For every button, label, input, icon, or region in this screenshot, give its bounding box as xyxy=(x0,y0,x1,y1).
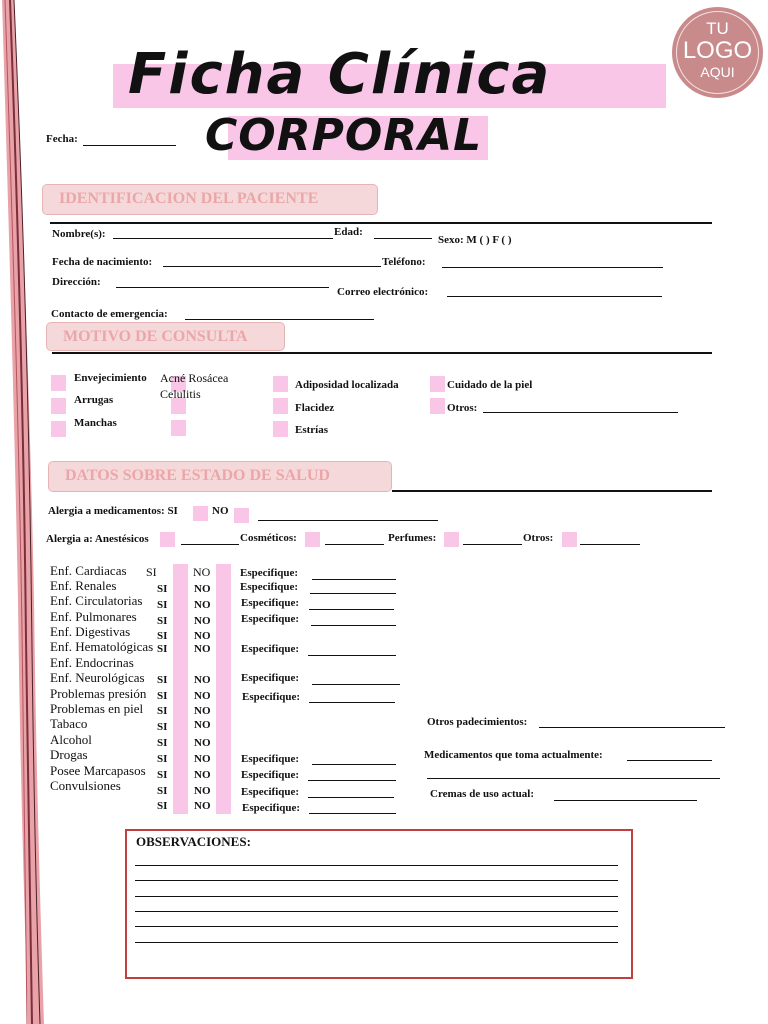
especifique-label: Especifique: xyxy=(241,672,300,684)
checkbox-estrias[interactable] xyxy=(273,421,288,437)
yes-label: SI xyxy=(157,800,168,812)
cosmeticos-field[interactable] xyxy=(325,544,384,545)
no-checkbox[interactable] xyxy=(216,672,231,688)
no-checkbox[interactable] xyxy=(216,750,231,766)
yes-label: SI xyxy=(157,583,168,595)
observaciones-line[interactable] xyxy=(135,926,618,927)
yes-checkbox[interactable] xyxy=(173,564,188,580)
especifique-label: Especifique: xyxy=(241,597,300,609)
otros-alergia-field[interactable] xyxy=(580,544,640,545)
section-salud: DATOS SOBRE ESTADO DE SALUD xyxy=(48,461,392,492)
yes-label: SI xyxy=(157,737,168,749)
logo-text-1: TU xyxy=(706,19,729,38)
checkbox-flacidez[interactable] xyxy=(273,398,288,414)
especifique-field[interactable] xyxy=(312,579,396,580)
observaciones-label: OBSERVACIONES: xyxy=(136,834,251,849)
yes-checkbox[interactable] xyxy=(173,672,188,688)
yes-label: SI xyxy=(157,705,168,717)
no-label: NO xyxy=(194,615,211,627)
no-checkbox[interactable] xyxy=(216,564,231,580)
cremas-label: Cremas de uso actual: xyxy=(430,788,534,800)
checkbox-adiposidad[interactable] xyxy=(273,376,288,392)
label-manchas: Manchas xyxy=(74,417,117,429)
yes-checkbox[interactable] xyxy=(173,766,188,782)
edad-field[interactable] xyxy=(374,238,432,239)
divider xyxy=(50,222,712,224)
medicamentos-field-2[interactable] xyxy=(427,778,720,779)
logo xyxy=(672,7,763,98)
condition-label: Enf. Renales xyxy=(50,578,117,593)
observaciones-line[interactable] xyxy=(135,880,618,881)
page-title: Ficha Clínica xyxy=(128,42,552,107)
nombre-label: Nombre(s): xyxy=(52,228,106,240)
condition-label: Enf. Endocrinas xyxy=(50,655,134,670)
especifique-label: Especifique: xyxy=(241,769,300,781)
sexo-label: Sexo: M ( ) F ( ) xyxy=(438,234,512,246)
medicamentos-field[interactable] xyxy=(627,760,712,761)
no-checkbox[interactable] xyxy=(216,734,231,750)
yes-label: SI xyxy=(157,753,168,765)
yes-checkbox[interactable] xyxy=(173,798,188,814)
telefono-label: Teléfono: xyxy=(382,256,426,268)
no-checkbox[interactable] xyxy=(216,782,231,798)
no-label: NO xyxy=(194,583,211,595)
yes-checkbox[interactable] xyxy=(173,750,188,766)
no-checkbox[interactable] xyxy=(216,766,231,782)
observaciones-line[interactable] xyxy=(135,865,618,866)
checkbox-envejecimiento[interactable] xyxy=(51,375,66,391)
especifique-label: Especifique: xyxy=(240,567,299,579)
especifique-label: Especifique: xyxy=(240,581,299,593)
otros-padecimientos-field[interactable] xyxy=(539,727,725,728)
yes-label: SI xyxy=(157,630,168,642)
yes-checkbox[interactable] xyxy=(173,719,188,735)
cosmeticos-label: Cosméticos: xyxy=(240,532,297,544)
especifique-field[interactable] xyxy=(310,593,396,594)
yes-checkbox[interactable] xyxy=(173,612,188,628)
especifique-label: Especifique: xyxy=(241,753,300,765)
no-label: NO xyxy=(194,630,211,642)
anestesicos-checkbox[interactable] xyxy=(160,532,175,547)
especifique-field[interactable] xyxy=(312,684,400,685)
label-adiposidad: Adiposidad localizada xyxy=(295,379,399,391)
yes-label: SI xyxy=(157,615,168,627)
checkbox-extra[interactable] xyxy=(171,420,186,436)
medicamentos-label: Medicamentos que toma actualmente: xyxy=(424,749,603,761)
label-celulitis: Celulitis xyxy=(160,387,201,401)
especifique-label: Especifique: xyxy=(241,613,300,625)
no-label: NO xyxy=(194,769,211,781)
label-estrias: Estrías xyxy=(295,424,328,436)
yes-label: SI xyxy=(157,785,168,797)
checkbox-otros[interactable] xyxy=(430,398,445,414)
condition-label: Enf. Cardiacas xyxy=(50,563,127,578)
correo-field[interactable] xyxy=(447,296,662,297)
condition-label: Posee Marcapasos xyxy=(50,763,146,778)
cosmeticos-checkbox[interactable] xyxy=(305,532,320,547)
no-label: NO xyxy=(194,719,211,731)
no-label: NO xyxy=(194,674,211,686)
perfumes-label: Perfumes: xyxy=(388,532,437,544)
section-identificacion: IDENTIFICACION DEL PACIENTE xyxy=(42,184,378,215)
otros-field[interactable] xyxy=(483,412,678,413)
otros-alergia-label: Otros: xyxy=(523,532,554,544)
yes-checkbox[interactable] xyxy=(173,596,188,612)
condition-label: Enf. Hematológicas xyxy=(50,639,154,654)
especifique-field[interactable] xyxy=(308,780,396,781)
no-label: NO xyxy=(194,705,211,717)
yes-checkbox[interactable] xyxy=(173,628,188,644)
condition-label: Enf. Circulatorias xyxy=(50,593,143,608)
yes-checkbox[interactable] xyxy=(173,687,188,703)
yes-checkbox[interactable] xyxy=(173,782,188,798)
label-acne-rosacea: Acné Rosácea xyxy=(160,371,229,385)
checkbox-manchas[interactable] xyxy=(51,421,66,437)
logo-text-3: AQUI xyxy=(700,64,735,80)
yes-label: SI xyxy=(157,721,168,733)
divider xyxy=(392,490,712,492)
label-flacidez: Flacidez xyxy=(295,402,335,414)
no-checkbox[interactable] xyxy=(216,628,231,644)
condition-label: Enf. Pulmonares xyxy=(50,609,137,624)
alergia-a-label: Alergia a: Anestésicos xyxy=(46,533,149,545)
observaciones-line[interactable] xyxy=(135,896,618,897)
fecha-label: Fecha: xyxy=(46,133,78,145)
observaciones-line[interactable] xyxy=(135,911,618,912)
condition-label: Enf. Neurológicas xyxy=(50,670,145,685)
condition-label: Alcohol xyxy=(50,732,92,747)
no-checkbox[interactable] xyxy=(216,644,231,660)
especifique-field[interactable] xyxy=(311,625,396,626)
contacto-field[interactable] xyxy=(185,319,374,320)
observaciones-box[interactable] xyxy=(125,829,633,979)
direccion-field[interactable] xyxy=(116,287,329,288)
perfumes-field[interactable] xyxy=(463,544,522,545)
alergia-med-field[interactable] xyxy=(258,520,438,521)
yes-label: SI xyxy=(146,565,157,579)
otros-padecimientos-label: Otros padecimientos: xyxy=(427,716,528,728)
fecha-line[interactable] xyxy=(83,145,176,146)
especifique-label: Especifique: xyxy=(241,786,300,798)
condition-label: Problemas en piel xyxy=(50,701,144,716)
perfumes-checkbox[interactable] xyxy=(444,532,459,547)
edad-label: Edad: xyxy=(334,226,363,238)
especifique-field[interactable] xyxy=(312,764,396,765)
condition-label: Tabaco xyxy=(50,716,88,731)
especifique-field[interactable] xyxy=(309,702,395,703)
anestesicos-field[interactable] xyxy=(181,544,239,545)
especifique-field[interactable] xyxy=(309,609,394,610)
otros-alergia-checkbox[interactable] xyxy=(562,532,577,547)
checkbox-arrugas[interactable] xyxy=(51,398,66,414)
alergia-med-no-label: NO xyxy=(212,505,229,517)
especifique-field[interactable] xyxy=(308,797,394,798)
alergia-med-label: Alergia a medicamentos: SI xyxy=(48,505,178,517)
correo-label: Correo electrónico: xyxy=(337,286,429,298)
nacimiento-label: Fecha de nacimiento: xyxy=(52,256,153,268)
no-label: NO xyxy=(194,643,211,655)
no-label: NO xyxy=(194,785,211,797)
especifique-label: Especifique: xyxy=(241,643,300,655)
telefono-field[interactable] xyxy=(442,267,663,268)
no-label: NO xyxy=(194,599,211,611)
yes-checkbox[interactable] xyxy=(173,703,188,719)
condition-label: Problemas presión xyxy=(50,686,147,701)
direccion-label: Dirección: xyxy=(52,276,101,288)
decorative-ribbon xyxy=(0,0,50,1024)
nombre-field[interactable] xyxy=(113,238,333,239)
label-arrugas: Arrugas xyxy=(74,394,114,406)
especifique-field[interactable] xyxy=(308,655,396,656)
especifique-label: Especifique: xyxy=(242,691,301,703)
logo-text-2: LOGO xyxy=(682,37,753,64)
no-checkbox[interactable] xyxy=(216,687,231,703)
yes-label: SI xyxy=(157,643,168,655)
no-label: NO xyxy=(194,737,211,749)
divider xyxy=(52,352,712,354)
yes-label: SI xyxy=(157,690,168,702)
no-checkbox[interactable] xyxy=(216,580,231,596)
no-checkbox[interactable] xyxy=(216,596,231,612)
no-checkbox[interactable] xyxy=(216,612,231,628)
no-label: NO xyxy=(194,800,211,812)
no-label: NO xyxy=(193,565,211,579)
no-label: NO xyxy=(194,753,211,765)
especifique-field[interactable] xyxy=(309,813,396,814)
label-otros: Otros: xyxy=(447,402,478,414)
cremas-field[interactable] xyxy=(554,800,697,801)
yes-checkbox[interactable] xyxy=(173,644,188,660)
no-checkbox[interactable] xyxy=(216,703,231,719)
yes-label: SI xyxy=(157,674,168,686)
condition-label: Convulsiones xyxy=(50,778,121,793)
label-cuidado: Cuidado de la piel xyxy=(447,379,533,391)
label-envejecimiento: Envejecimiento xyxy=(74,372,147,384)
contacto-label: Contacto de emergencia: xyxy=(51,308,168,320)
yes-label: SI xyxy=(157,769,168,781)
condition-label: Drogas xyxy=(50,747,88,762)
observaciones-line[interactable] xyxy=(135,942,618,943)
checkbox-cuidado[interactable] xyxy=(430,376,445,392)
no-checkbox[interactable] xyxy=(216,719,231,735)
yes-checkbox[interactable] xyxy=(173,580,188,596)
no-checkbox[interactable] xyxy=(216,798,231,814)
yes-checkbox[interactable] xyxy=(173,734,188,750)
page-subtitle: CORPORAL xyxy=(205,110,483,161)
condition-label: Enf. Digestivas xyxy=(50,624,131,639)
nacimiento-field[interactable] xyxy=(163,266,381,267)
alergia-med-no-checkbox[interactable] xyxy=(234,508,249,523)
especifique-label: Especifique: xyxy=(242,802,301,814)
alergia-med-si-checkbox[interactable] xyxy=(193,506,208,521)
no-label: NO xyxy=(194,690,211,702)
yes-label: SI xyxy=(157,599,168,611)
section-motivo: MOTIVO DE CONSULTA xyxy=(46,322,285,351)
